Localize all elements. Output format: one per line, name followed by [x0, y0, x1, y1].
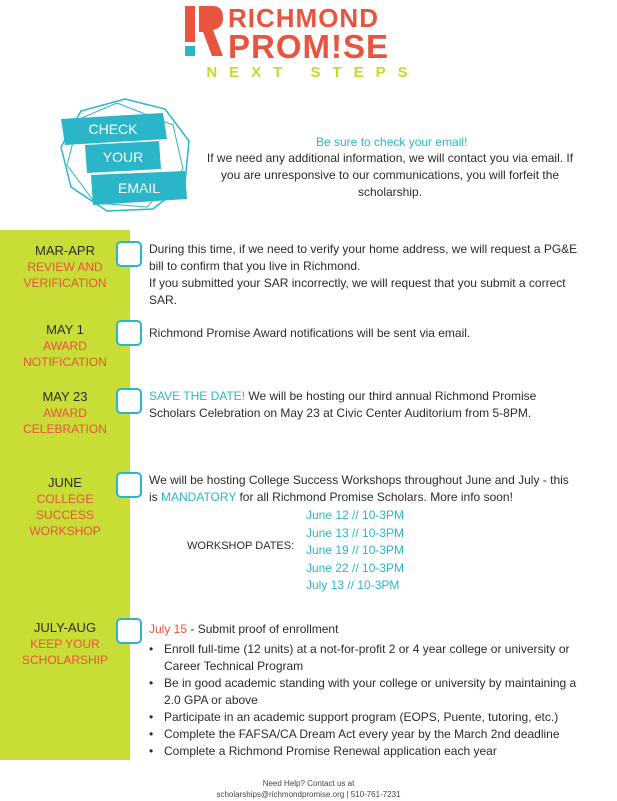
phase-text-line: If you submitted your SAR incorrectly, we will request that you submit a correct SAR. — [149, 276, 566, 307]
list-item: • Enroll full-time (12 units) at a not-for-profit 2 or 4 year college or university or Career Technical Program — [149, 641, 589, 675]
checkbox-july-aug[interactable] — [116, 618, 142, 644]
phase-label: AWARD — [43, 339, 87, 353]
workshop-date: June 12 // 10-3PM — [306, 508, 405, 522]
phase-may-1 — [0, 322, 130, 370]
mandatory-highlight: MANDATORY — [161, 490, 237, 504]
phase-label: VERIFICATION — [23, 276, 107, 290]
footer-contact — [0, 778, 617, 800]
phase-label: COLLEGE — [36, 492, 94, 506]
phase-date: JULY-AUG — [33, 620, 97, 635]
phase-mar-apr — [0, 243, 130, 291]
badge-word-check: CHECK — [88, 121, 138, 137]
phase-date: MAY 23 — [42, 389, 88, 404]
check-email-badge — [55, 95, 195, 215]
checkbox-mar-apr[interactable] — [116, 241, 142, 267]
checkbox-may-23[interactable] — [116, 388, 142, 414]
workshop-dates-label: WORKSHOP DATES: — [187, 540, 295, 552]
check-email-heading: Be sure to check your email! — [316, 135, 468, 149]
phase-text-line: - Submit proof of enrollment — [187, 622, 339, 636]
phase-text-july-aug — [149, 621, 579, 638]
phase-label: WORKSHOP — [29, 524, 101, 538]
workshop-date: June 22 // 10-3PM — [306, 560, 405, 575]
phase-label: REVIEW AND — [27, 260, 103, 274]
brand-name-line1: RICHMOND — [228, 3, 379, 33]
phase-text-may-1: Richmond Promise Award notifications will be sent via email. — [149, 326, 471, 340]
phase-label: SUCCESS — [35, 508, 94, 522]
phase-text-mar-apr — [149, 241, 579, 309]
phase-date: JUNE — [48, 475, 82, 490]
richmond-promise-logo-mark — [185, 6, 223, 58]
list-item: • Participate in an academic support program (EOPS, Puente, tutoring, etc.) — [149, 709, 589, 726]
phase-date: MAR-APR — [35, 243, 95, 258]
list-item: • Be in good academic standing with your college or university by maintaining a 2.0 GPA or above — [149, 675, 589, 709]
footer-email-phone[interactable]: scholarships@richmondpromise.org | 510-761-7231 — [216, 790, 401, 799]
phase-june — [0, 475, 130, 539]
phase-may-23 — [0, 389, 130, 437]
phase-label: AWARD — [43, 406, 87, 420]
phase-text-line: We will be hosting College Success Workshops throughout June and July - this is — [149, 473, 569, 504]
phase-label: NOTIFICATION — [23, 355, 107, 369]
save-the-date-highlight: SAVE THE DATE! — [149, 389, 246, 403]
checkbox-june[interactable] — [116, 472, 142, 498]
phase-text-may-23 — [149, 388, 569, 422]
brand-name-line2: PROM!SE — [228, 28, 390, 65]
phase-text-line: for all Richmond Promise Scholars. More info soon! — [236, 490, 513, 504]
workshop-date: July 13 // 10-3PM — [306, 578, 400, 592]
phase-date: MAY 1 — [46, 322, 84, 337]
phase-label: KEEP YOUR — [30, 637, 100, 651]
phase-text-line: During this time, if we need to verify your home address, we will request a PG&E bill to confirm that you live in Richmond. — [149, 242, 578, 273]
requirements-list — [149, 641, 589, 760]
workshop-date: June 19 // 10-3PM — [306, 543, 405, 557]
workshop-date: June 13 // 10-3PM — [306, 525, 405, 540]
checkbox-may-1[interactable] — [116, 320, 142, 346]
workshop-dates-list — [306, 507, 404, 595]
badge-word-your: YOUR — [102, 149, 144, 165]
list-item: • Complete the FAFSA/CA Dream Act every year by the March 2nd deadline — [149, 726, 589, 743]
footer-help-text: Need Help? Contact us at — [262, 779, 355, 788]
page-subtitle: NEXT STEPS — [206, 64, 420, 81]
list-item: • Complete a Richmond Promise Renewal application each year — [149, 743, 589, 760]
phase-label: SCHOLARSHIP — [21, 653, 109, 667]
phase-text-line: We will be hosting our third annual Richmond Promise Scholars Celebration on May 23 at Civic Center Auditorium from 5-8PM. — [149, 389, 537, 420]
badge-word-email: EMAIL — [117, 180, 161, 196]
deadline-highlight: July 15 — [149, 622, 188, 636]
phase-july-aug — [0, 620, 130, 668]
phase-text-june — [149, 472, 579, 506]
check-email-body: If we need any additional information, we will contact you via email. If you are unresponsive to our communications, you will forfeit the scholarship. — [206, 151, 574, 199]
phase-label: CELEBRATION — [23, 422, 107, 436]
